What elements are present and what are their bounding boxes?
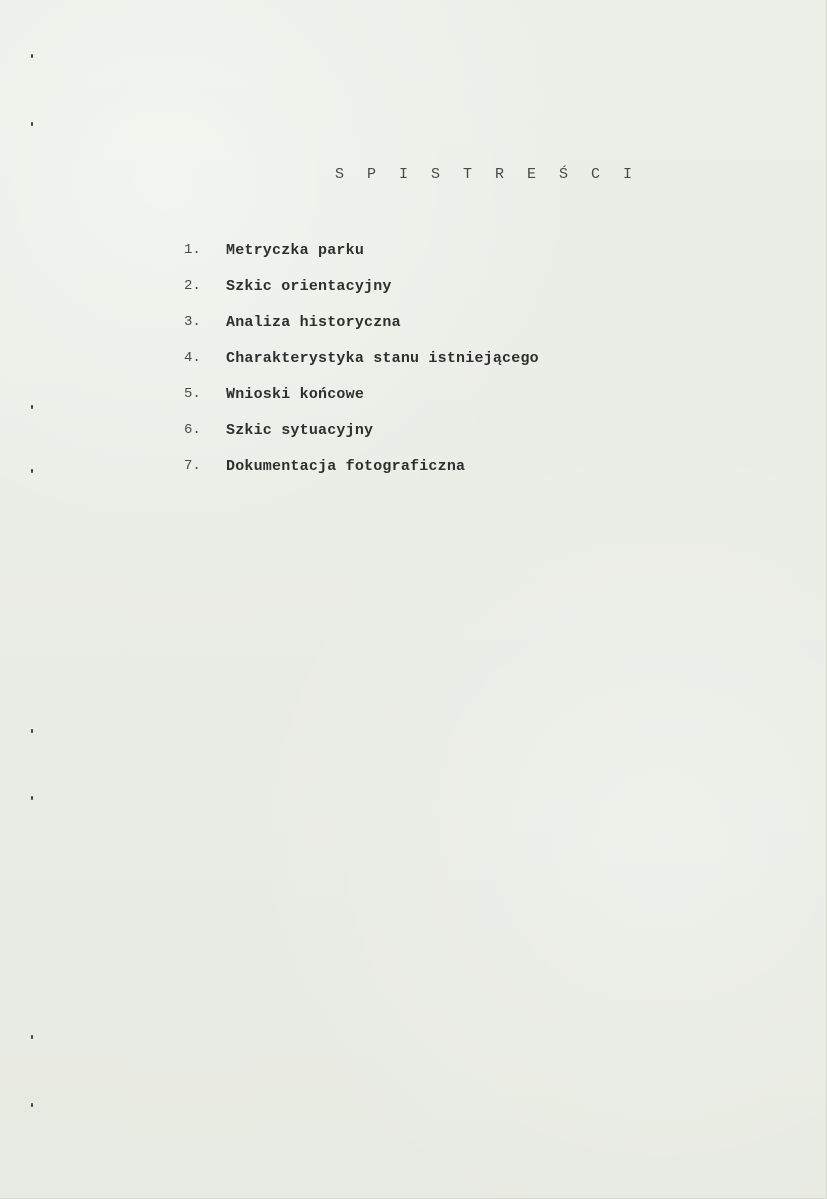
margin-mark: [31, 122, 33, 126]
table-of-contents: [184, 232, 539, 484]
toc-item-number: 6.: [184, 422, 201, 438]
margin-mark: [31, 1035, 33, 1039]
toc-item-label: Wnioski końcowe: [226, 385, 365, 403]
toc-item-label: Charakterystyka stanu istniejącego: [226, 349, 539, 367]
toc-item-number: 4.: [184, 350, 201, 366]
toc-item-label: Szkic sytuacyjny: [226, 421, 374, 439]
toc-item: [184, 304, 539, 340]
toc-item: [184, 412, 539, 448]
toc-item: [184, 340, 539, 376]
toc-item: [184, 376, 539, 412]
toc-item-number: 3.: [184, 314, 201, 330]
toc-item-number: 7.: [184, 458, 201, 474]
document-title: S P I S T R E Ś C I: [335, 166, 640, 183]
toc-item-number: 2.: [184, 278, 201, 294]
toc-item: [184, 268, 539, 304]
toc-item-number: 5.: [184, 386, 201, 402]
margin-mark: [31, 729, 33, 733]
margin-mark: [31, 54, 33, 58]
toc-item-label: Szkic orientacyjny: [226, 277, 392, 295]
margin-mark: [31, 469, 33, 473]
margin-mark: [31, 796, 33, 800]
toc-item-label: Dokumentacja fotograficzna: [226, 457, 466, 475]
toc-item: [184, 232, 539, 268]
margin-mark: [31, 405, 33, 409]
toc-item-label: Analiza historyczna: [226, 313, 401, 331]
toc-item-label: Metryczka parku: [226, 241, 365, 259]
margin-mark: [31, 1103, 33, 1107]
toc-item: [184, 448, 539, 484]
toc-item-number: 1.: [184, 242, 201, 258]
